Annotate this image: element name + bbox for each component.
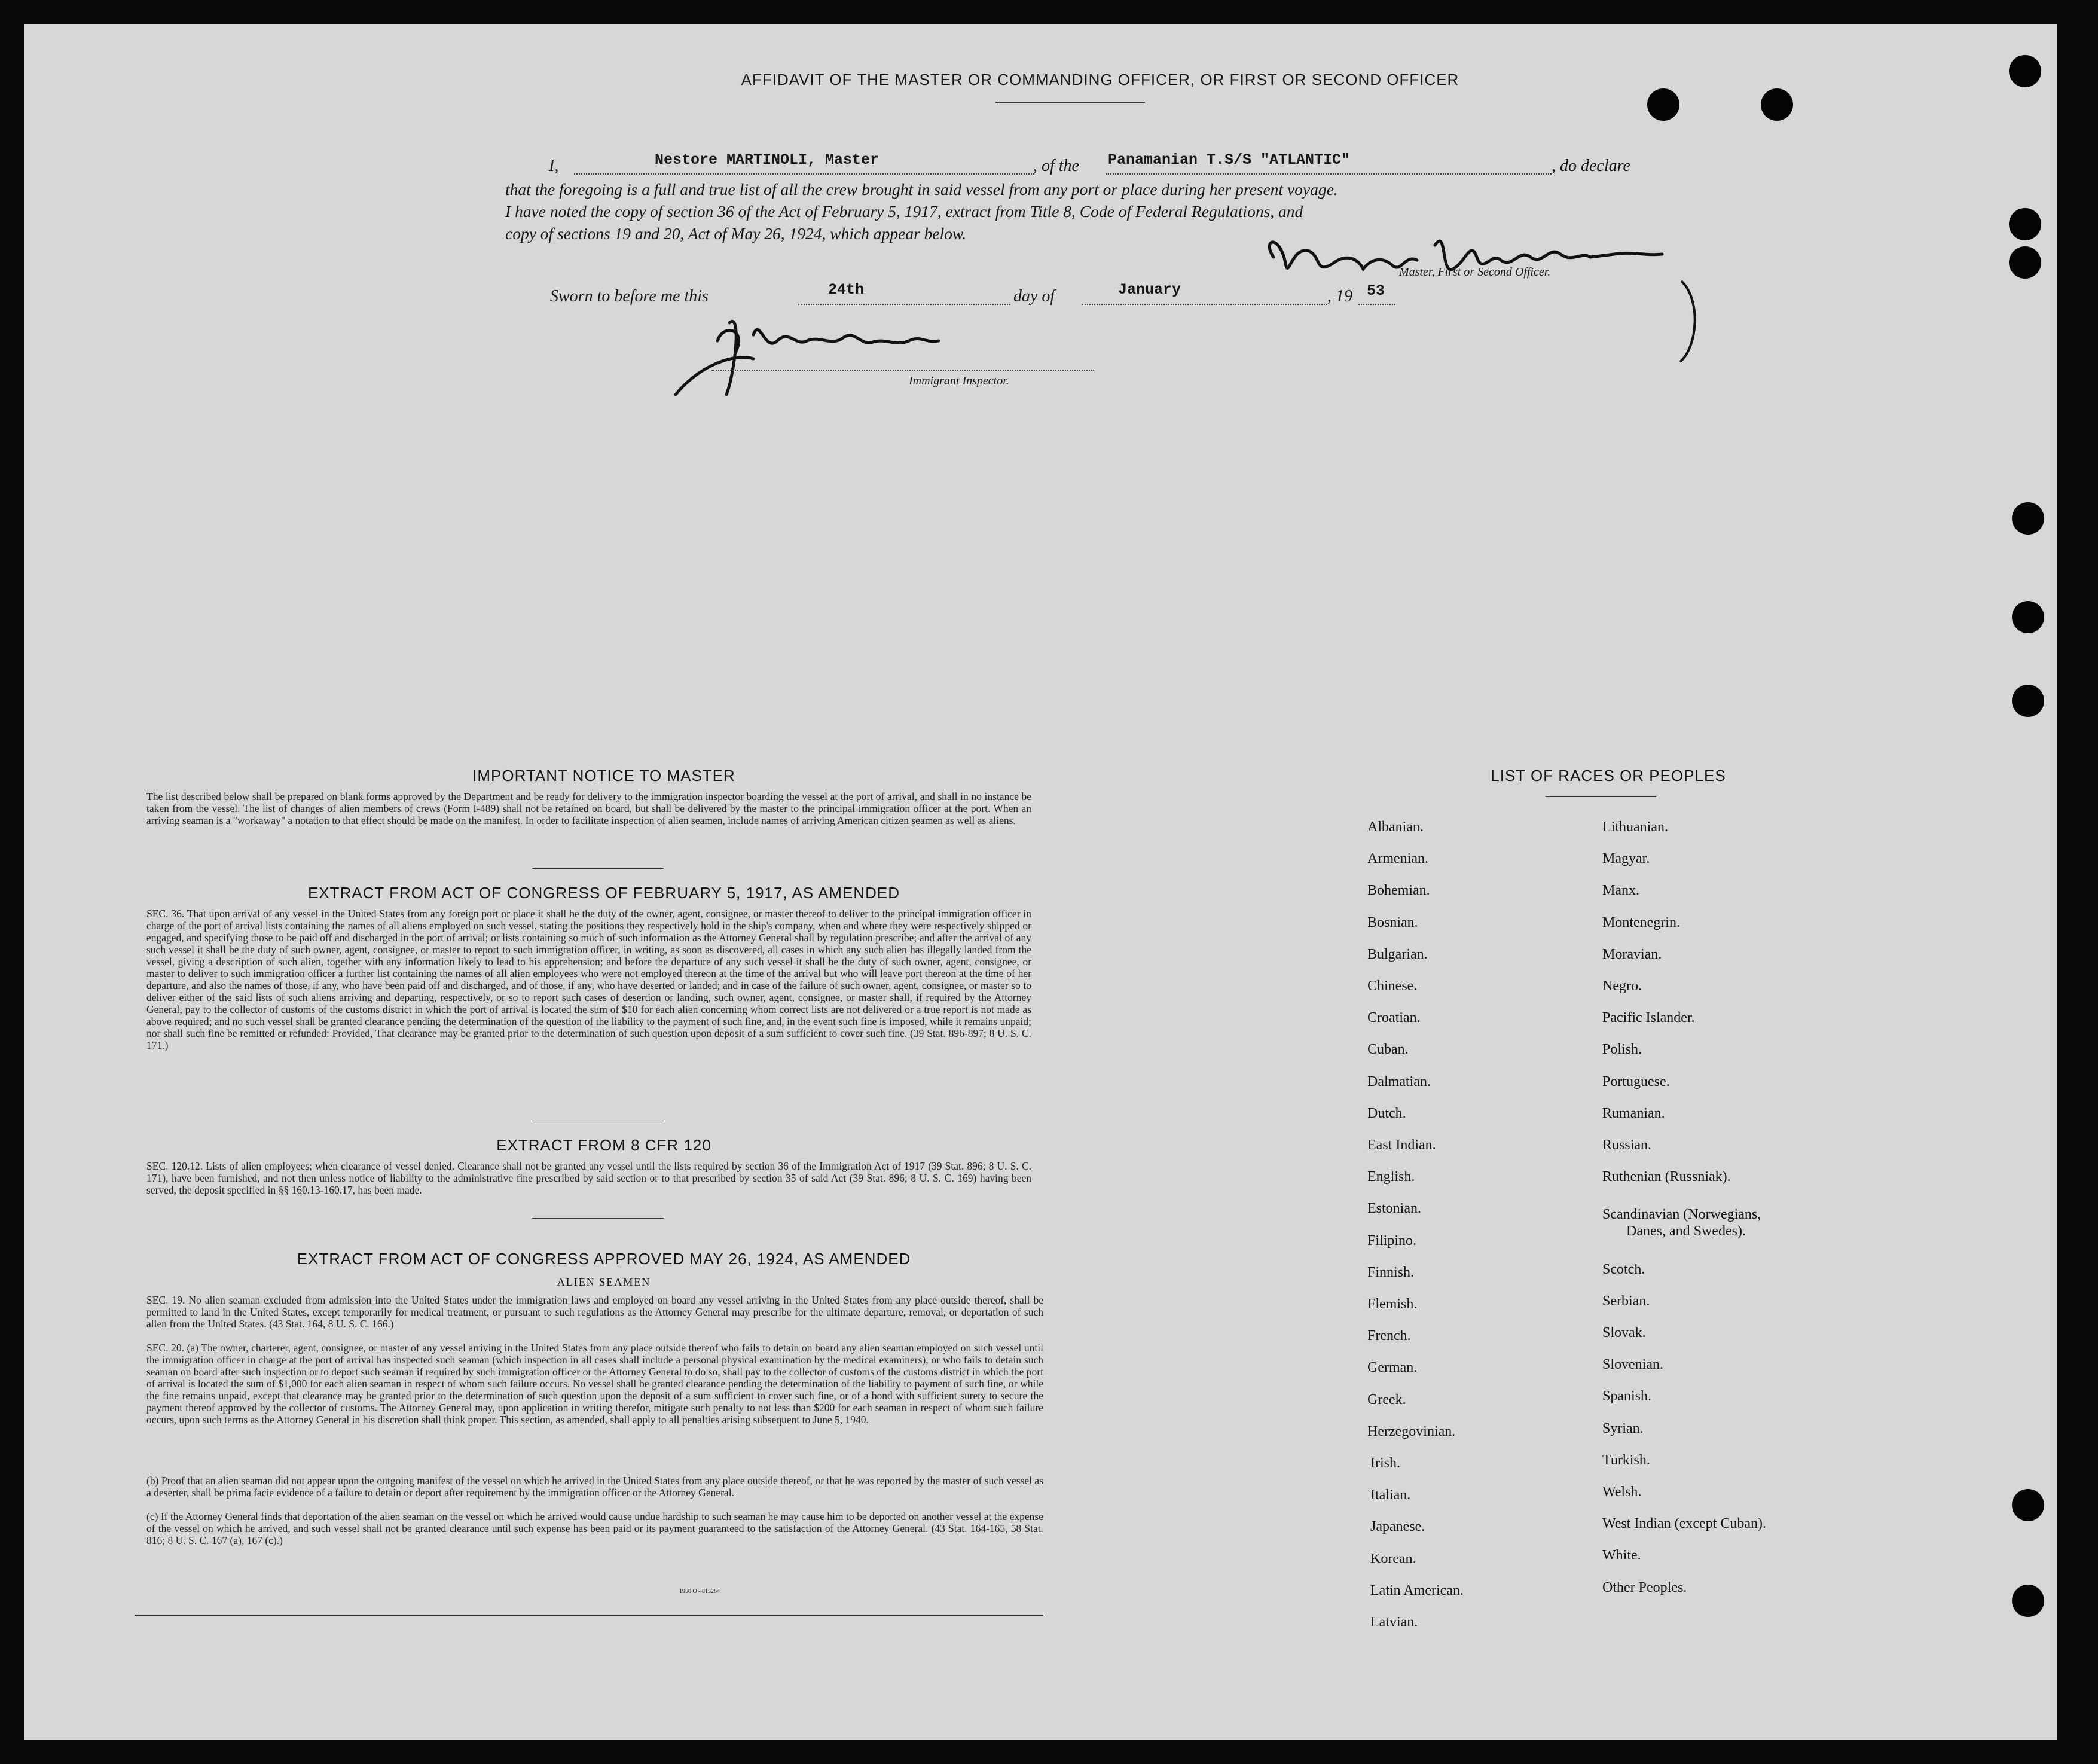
race-item: Spanish.: [1602, 1388, 1652, 1405]
race-item: Russian.: [1602, 1137, 1652, 1153]
title-divider: [995, 102, 1145, 103]
of-the-label: , of the: [1033, 157, 1079, 175]
sworn-label: Sworn to before me this: [550, 287, 709, 306]
race-item: Armenian.: [1367, 851, 1428, 867]
race-item: Herzegovinian.: [1367, 1423, 1456, 1439]
notice-title: IMPORTANT NOTICE TO MASTER: [472, 767, 735, 785]
race-item: Finnish.: [1367, 1264, 1415, 1280]
race-item: Slovak.: [1602, 1325, 1646, 1341]
race-item: Dalmatian.: [1367, 1073, 1431, 1089]
extract-1917-text: SEC. 36. That upon arrival of any vessel in the United States from any foreign port or place it shall be the duty of the owner, agent, consignee, or master thereof to deliver to the principal immigration officer in charge of the port of arrival lists containing the names of all aliens employed on such vessel, stating the positions they respectively hold in the ship's company, when and where they were respectively shipped or engaged, and specifying those to be paid off and discharged in the port of arrival; or lists containing so much of such information as the Attorney General shall by regulation prescribe; and after the arrival of any such vessel it shall be the duty of such owner, agent, consignee, or master to report to such immigration officer, in writing, as soon as discovered, all cases in which any such alien has illegally landed from the vessel, giving a description of such alien, together with any information likely to lead to his apprehension; and before the departure of any such vessel it shall be the duty of such owner, agent, consignee, or master to deliver to such immigration officer a further list containing the names of all alien employees who were not employed thereon at the time of the arrival but who will leave port thereon at the time of her departure, and also the names of those, if any, who have been paid off and discharged, and of those, if any, who have deserted or landed; and in case of the failure of such owner, agent, consignee, or master so to deliver either of the said lists of such aliens arriving and departing, respectively, or so to report such cases of desertion or landing, such owner, agent, consignee, or master shall, if required by the Attorney General, pay to the collector of customs of the customs district in which the port of arrival is located the sum of $10 for each alien concerning whom correct lists are not delivered or a true report is not made as above required; and no such vessel shall be granted clearance pending the determination of the question of the liability to the payment of such fine, and, in the event such fine is imposed, while it remains unpaid; nor shall such fine be remitted or refunded: Provided, That clearance may be granted prior to the determination of such question upon deposit of a sum sufficient to cover such fine. (39 Stat. 896-897; 8 U. S. C. 171.): [146, 908, 1031, 1051]
race-item: Albanian.: [1367, 819, 1424, 835]
race-item: West Indian (except Cuban).: [1602, 1516, 1766, 1532]
race-item: Irish.: [1370, 1455, 1400, 1471]
bottom-rule: [135, 1615, 1043, 1616]
race-item: Slovenian.: [1602, 1357, 1663, 1373]
sworn-month: January: [1118, 281, 1181, 298]
extract-1917-title: EXTRACT FROM ACT OF CONGRESS OF FEBRUARY 5, 1917, AS AMENDED: [308, 884, 900, 902]
master-caption: Master, First or Second Officer.: [1399, 265, 1551, 279]
race-item: Scandinavian (Norwegians,: [1602, 1207, 1761, 1223]
race-item: Turkish.: [1602, 1452, 1650, 1468]
punch-hole: [2012, 1585, 2044, 1617]
punch-hole: [2012, 502, 2044, 535]
race-item: Montenegrin.: [1602, 914, 1680, 930]
punch-hole: [1647, 88, 1679, 121]
race-item: Negro.: [1602, 978, 1642, 994]
race-item: Croatian.: [1367, 1010, 1421, 1026]
race-item: Portuguese.: [1602, 1073, 1670, 1089]
notice-text: The list described below shall be prepared on blank forms approved by the Department and be ready for delivery to the immigration inspector boarding the vessel at the port of arrival, and shall in no instance be taken from the vessel. The list of changes of alien members of crews (Form I-489) shall not be retained on board, but shall be delivered by the master to the principal immigration officer at the port. When an arriving seaman is a "workaway" a notation to that effect should be made on the manifest. In order to facilitate inspection of alien seamen, include names of arriving American citizen seamen as well as aliens.: [146, 791, 1031, 826]
race-item: Lithuanian.: [1602, 819, 1668, 835]
vessel-name: Panamanian T.S/S "ATLANTIC": [1108, 151, 1351, 169]
race-item: French.: [1367, 1328, 1411, 1344]
document-page: [24, 24, 2057, 1740]
race-item: Korean.: [1370, 1551, 1416, 1567]
race-item: Bulgarian.: [1367, 946, 1428, 962]
race-item: Latin American.: [1370, 1582, 1464, 1598]
inspector-caption: Immigrant Inspector.: [909, 374, 1009, 387]
race-item: English.: [1367, 1169, 1415, 1185]
race-item: Bosnian.: [1367, 914, 1418, 930]
race-item: Manx.: [1602, 883, 1639, 899]
affidavit-pronoun: I,: [549, 157, 559, 175]
race-item: Italian.: [1370, 1487, 1411, 1503]
race-item: Scotch.: [1602, 1261, 1645, 1277]
race-item: Syrian.: [1602, 1420, 1644, 1436]
race-item: Bohemian.: [1367, 883, 1430, 899]
race-item: Dutch.: [1367, 1105, 1406, 1121]
race-item: Magyar.: [1602, 851, 1650, 867]
race-item: Danes, and Swedes).: [1626, 1223, 1746, 1240]
race-item: East Indian.: [1367, 1137, 1436, 1153]
extract-cfr-title: EXTRACT FROM 8 CFR 120: [496, 1136, 711, 1154]
master-name: Nestore MARTINOLI, Master: [655, 151, 879, 169]
extract-1924-title: EXTRACT FROM ACT OF CONGRESS APPROVED MAY 26, 1924, AS AMENDED: [297, 1250, 911, 1268]
declaration-line-4: copy of sections 19 and 20, Act of May 26, 1924, which appear below.: [505, 224, 967, 243]
declaration-line-3: I have noted the copy of section 36 of the Act of February 5, 1917, extract from Title 8, Code of Federal Regulations, and: [505, 202, 1303, 221]
race-item: Ruthenian (Russniak).: [1602, 1169, 1731, 1185]
race-item: White.: [1602, 1548, 1641, 1564]
punch-hole: [2012, 685, 2044, 717]
punch-hole: [1761, 88, 1793, 121]
year-suffix: 53: [1367, 282, 1385, 300]
printer-mark: 1950 O - 815264: [679, 1588, 720, 1595]
extract-1924-sec20c: (c) If the Attorney General finds that deportation of the alien seaman on the vessel on which he arrived would cause undue hardship to such seaman he may cause him to be deported on another vessel at the expense of the vessel on which he arrived, and such vessel shall not be granted clearance until such expense has been paid or its payment guaranteed to the satisfaction of the Attorney General. (43 Stat. 164-165, 58 Stat. 816; 8 U. S. C. 167 (a), 167 (c).): [146, 1510, 1043, 1546]
inspector-signature: [664, 299, 987, 431]
race-item: Polish.: [1602, 1042, 1642, 1058]
do-declare-label: , do declare: [1552, 157, 1630, 175]
race-item: Pacific Islander.: [1602, 1010, 1695, 1026]
race-item: Other Peoples.: [1602, 1579, 1687, 1595]
day-of-label: day of: [1013, 287, 1055, 306]
punch-hole: [2009, 208, 2041, 240]
race-item: Greek.: [1367, 1391, 1406, 1408]
race-item: Cuban.: [1367, 1042, 1409, 1058]
race-item: Serbian.: [1602, 1293, 1650, 1309]
race-item: German.: [1367, 1360, 1418, 1376]
master-signature: [1256, 221, 1710, 371]
extract-1924-sec19: SEC. 19. No alien seaman excluded from admission into the United States under the immigration laws and employed on board any vessel arriving in the United States from any place outside thereof, shall be permitted to land in the United States, except temporarily for medical treatment, or pursuant to such regulations as the Attorney General may prescribe for the ultimate departure, removal, or deportation of such alien from the United States. (43 Stat. 164, 8 U. S. C. 166.): [146, 1294, 1043, 1330]
extract-1924-sec20b: (b) Proof that an alien seaman did not appear upon the outgoing manifest of the vessel on which he arrived in the United States from any place outside thereof, or that he was reported by the master of such vessel as a deserter, shall be prima facie evidence of a failure to detain or deport after requirement by the immigration officer or the Attorney General.: [146, 1475, 1043, 1499]
race-item: Flemish.: [1367, 1296, 1418, 1312]
race-item: Welsh.: [1602, 1484, 1642, 1500]
race-item: Moravian.: [1602, 946, 1662, 962]
extract-1924-sec20a: SEC. 20. (a) The owner, charterer, agent, consignee, or master of any vessel arriving in the United States from any place outside thereof who fails to detain on board any alien seaman employed on such vessel until the immigration officer in charge at the port of arrival has inspected such seaman (which inspection in all cases shall include a personal physical examination by the medical examiners), or who fails to detain such seaman on board after such inspection or to deport such seaman if required by such immigration officer or the Attorney General to do so, shall pay to the collector of customs of the customs district in which the port of arrival is located the sum of $1,000 for each alien seaman in respect of whom such failure occurs. No vessel shall be granted clearance pending the determination of the liability to payment of such fine, or while the fine remains unpaid, except that clearance may be granted prior to the determination of such question upon the deposit of a sum sufficient to cover such fine, or of a bond with sufficient surety to secure the payment thereof approved by the collector of customs. The Attorney General may, upon application in writing therefor, mitigate such penalty to not less than $200 for each seaman in respect of whom such failure occurs, upon such terms as the Attorney General in his discretion shall think proper. This section, as amended, shall apply to all penalties arising subsequent to June 5, 1940.: [146, 1342, 1043, 1426]
race-item: Latvian.: [1370, 1615, 1418, 1630]
punch-hole: [2009, 246, 2041, 279]
affidavit-title: AFFIDAVIT OF THE MASTER OR COMMANDING OFFICER, OR FIRST OR SECOND OFFICER: [741, 71, 1459, 88]
race-item: Rumanian.: [1602, 1105, 1665, 1121]
punch-hole: [2012, 601, 2044, 633]
declaration-line-2: that the foregoing is a full and true list of all the crew brought in said vessel from any port or place during her present voyage.: [505, 180, 1338, 199]
race-item: Chinese.: [1367, 978, 1418, 994]
year-prefix: , 19: [1327, 287, 1352, 306]
punch-hole: [2012, 1489, 2044, 1521]
sworn-day: 24th: [828, 281, 865, 298]
race-item: Filipino.: [1367, 1232, 1417, 1249]
race-item: Japanese.: [1370, 1519, 1425, 1535]
race-item: Estonian.: [1367, 1201, 1421, 1217]
extract-1924-subtitle: ALIEN SEAMEN: [557, 1276, 651, 1288]
extract-cfr-text: SEC. 120.12. Lists of alien employees; when clearance of vessel denied. Clearance shall not be granted any vessel until the lists required by section 36 of the Immigration Act of 1917 (39 Stat. 896; 8 U. S. C. 171), have been furnished, and not then unless notice of liability to the administrative fine prescribed by said section or to that prescribed by section 35 of said Act (39 Stat. 896; 8 U. S. C. 169) having been served, the deposit specified in §§ 160.13-160.17, has been made.: [146, 1160, 1031, 1196]
races-title: LIST OF RACES OR PEOPLES: [1491, 767, 1726, 785]
punch-hole: [2009, 55, 2041, 87]
